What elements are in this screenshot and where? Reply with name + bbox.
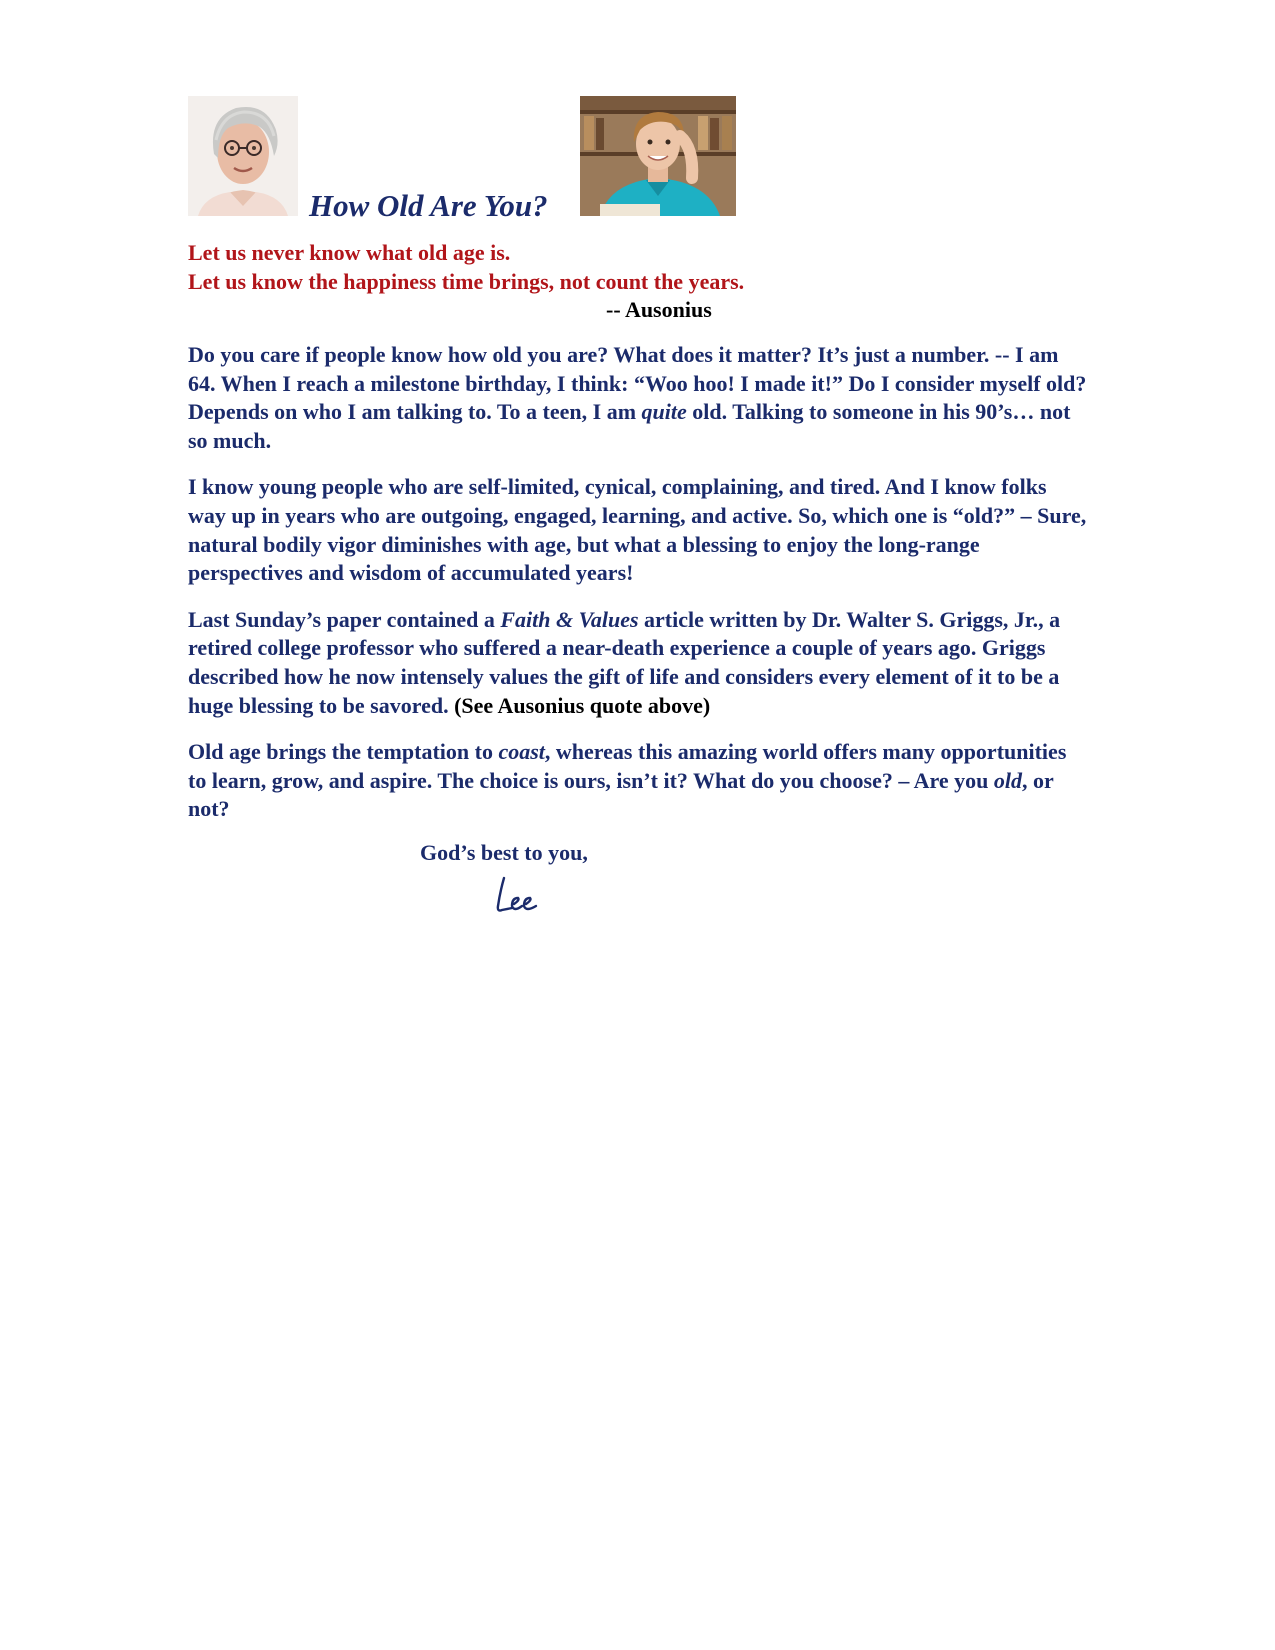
epigraph-quote xyxy=(188,238,1088,323)
signature-handwriting xyxy=(490,872,550,918)
paragraph-3-aside: (See Ausonius quote above) xyxy=(454,692,711,718)
paragraph-1-text-b: old. Talking to someone in his 90’s… not so much. xyxy=(188,399,1071,453)
quote-author: -- Ausonius xyxy=(606,297,712,322)
older-woman-photo xyxy=(188,96,298,216)
paragraph-3-text-b: article written by Dr. Walter S. Griggs, Jr., a retired college professor who suffered a near-death experience a couple of years ago. Griggs described how he now intensely values the gift of life and considers every element of it to be a huge blessing to be savored. xyxy=(188,606,1061,718)
header xyxy=(188,96,1088,222)
document-page xyxy=(188,96,1088,918)
paragraph-4-emphasis-old: old xyxy=(993,767,1023,793)
paragraph-1-emphasis: quite xyxy=(641,399,687,425)
quote-line-1: Let us never know what old age is. xyxy=(188,240,511,265)
paragraph-2: I know young people who are self-limited, cynical, complaining, and tired. And I know folks way up in years who are outgoing, engaged, learning, and active. So, which one is “old?” – Sure, natural bodily vigor diminishes with age, but what a blessing to enjoy the long-range perspectives and wisdom of accumulated years! xyxy=(188,474,1087,586)
quote-line-2: Let us know the happiness time brings, not count the years. xyxy=(188,269,745,294)
closing-salutation: God’s best to you, xyxy=(420,839,588,865)
paragraph-1 xyxy=(188,341,1088,455)
paragraph-4-text-b: , whereas this amazing world offers many opportunities to learn, grow, and aspire. The choice is ours, isn’t it? What do you choose? – Are you xyxy=(188,739,1067,793)
teen-boy-photo xyxy=(580,96,736,216)
signature xyxy=(188,872,1088,918)
paragraph-3-text-a: Last Sunday’s paper contained a xyxy=(188,606,501,632)
paragraph-4 xyxy=(188,738,1088,824)
paragraph-3-emphasis: Faith & Values xyxy=(500,606,639,632)
page-title: How Old Are You? xyxy=(309,188,548,223)
paragraph-4-emphasis-coast: coast xyxy=(498,739,545,765)
paragraph-3 xyxy=(188,606,1088,720)
paragraph-1-text-a: Do you care if people know how old you are? What does it matter? It’s just a number. -- I am 64. When I reach a milestone birthday, I think: “Woo hoo! I made it!” Do I consider myself old? Depends on who I am talking to. To a teen, I am xyxy=(188,342,1087,425)
paragraph-4-text-a: Old age brings the temptation to xyxy=(188,739,499,765)
paragraph-4-text-c: , or not? xyxy=(188,767,1054,822)
